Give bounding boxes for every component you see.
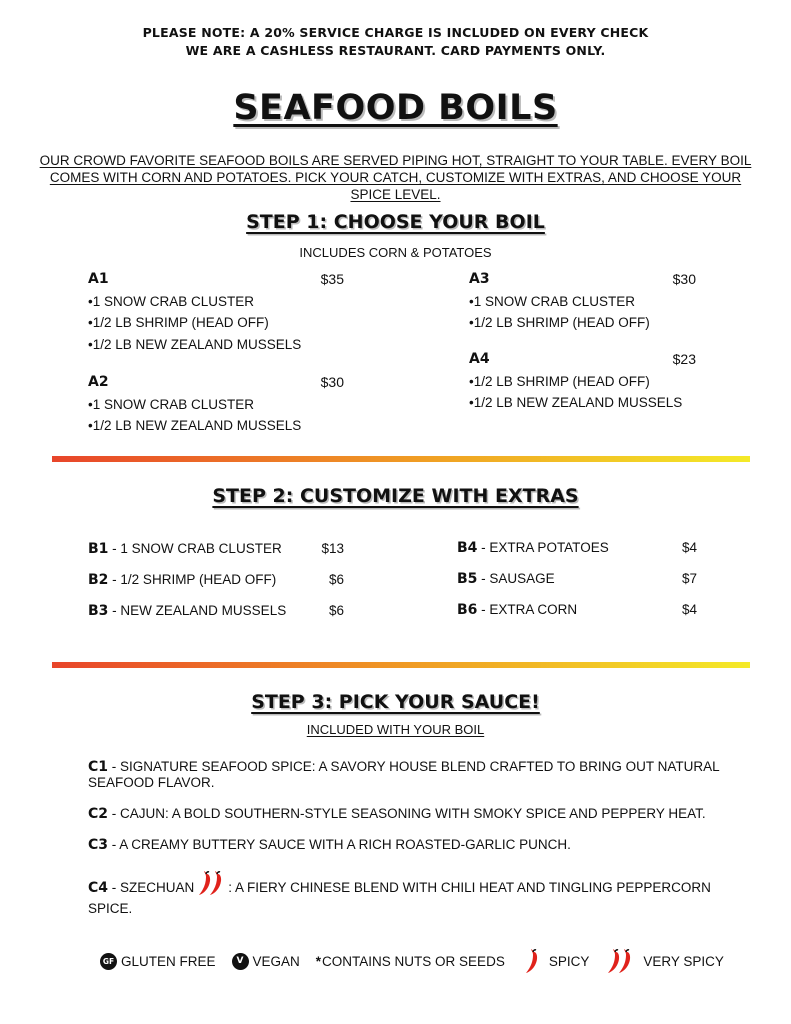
sauce-code: C2 [88, 806, 109, 822]
extra-b3 [88, 603, 344, 619]
boil-item: •1/2 LB NEW ZEALAND MUSSELS [88, 418, 302, 433]
legend-label: GLUTEN FREE [121, 953, 216, 969]
step3-subtitle: INCLUDED WITH YOUR BOIL [306, 722, 485, 737]
step3-heading [0, 691, 791, 713]
step1-heading-text: STEP 1: CHOOSE YOUR BOIL [246, 211, 545, 233]
legend-label: SPICY [548, 953, 590, 969]
legend-label: VERY SPICY [643, 953, 724, 969]
boil-a3 [469, 269, 696, 334]
sauce-name: - SZECHUAN [108, 880, 195, 895]
gluten-free-badge-icon: GF [100, 953, 117, 970]
intro-text: OUR CROWD FAVORITE SEAFOOD BOILS ARE SERVED PIPING HOT, STRAIGHT TO YOUR TABLE. EVERY BOIL COMES WITH CORN AND POTATOES. PICK YOUR CATCH, CUSTOMIZE WITH EXTRAS, AND CHOOSE YOUR SPICE LEVEL. [39, 153, 752, 202]
boil-a4 [469, 349, 696, 414]
extra-code: B6 [457, 602, 478, 618]
step1-heading [0, 211, 791, 233]
vegan-badge-icon: V [232, 953, 249, 970]
boil-item: •1/2 LB SHRIMP (HEAD OFF) [88, 315, 269, 330]
extra-price: $4 [681, 602, 697, 617]
boil-price: $23 [672, 351, 696, 367]
extra-price: $6 [328, 572, 344, 587]
extra-label: - EXTRA POTATOES [477, 540, 609, 555]
sauce-description: - SIGNATURE SEAFOOD SPICE: A SAVORY HOUSE BLEND CRAFTED TO BRING OUT NATURAL SEAFOOD FLAVOR. [88, 759, 720, 790]
sauce-c3 [88, 837, 728, 853]
boil-price: $30 [672, 271, 696, 287]
gradient-divider [52, 456, 750, 462]
extra-b5 [457, 571, 697, 587]
boil-item: •1/2 LB SHRIMP (HEAD OFF) [469, 315, 650, 330]
legend-label: VEGAN [252, 953, 300, 969]
dietary-legend [100, 948, 740, 974]
very-spicy-icon [196, 868, 226, 901]
step1-subtitle: INCLUDES CORN & POTATOES [299, 245, 492, 260]
extra-b4 [457, 540, 697, 556]
boil-item: •1/2 LB SHRIMP (HEAD OFF) [469, 373, 650, 389]
legend-gluten-free [100, 953, 216, 970]
extra-b2 [88, 572, 344, 588]
extra-label: - 1 SNOW CRAB CLUSTER [108, 541, 282, 556]
service-charge-notice: PLEASE NOTE: A 20% SERVICE CHARGE IS INCLUDED ON EVERY CHECK [142, 25, 649, 40]
boil-code: A4 [469, 351, 490, 367]
boil-price: $35 [320, 271, 344, 287]
legend-very-spicy [605, 946, 724, 976]
boil-a2 [88, 372, 344, 437]
extra-code: B1 [88, 541, 109, 557]
step3-heading-text: STEP 3: PICK YOUR SAUCE! [251, 691, 540, 713]
sauce-description: - CAJUN: A BOLD SOUTHERN-STYLE SEASONING WITH SMOKY SPICE AND PEPPERY HEAT. [108, 806, 706, 821]
extra-code: B2 [88, 572, 109, 588]
extra-code: B5 [457, 571, 478, 587]
extra-price: $7 [681, 571, 697, 586]
step2-heading [0, 485, 791, 507]
boil-item: •1 SNOW CRAB CLUSTER [469, 293, 636, 309]
extra-b1 [88, 541, 344, 557]
extra-label: - SAUSAGE [477, 571, 555, 586]
page-title [0, 88, 791, 128]
sauce-code: C1 [88, 759, 109, 775]
page-title-text: SEAFOOD BOILS [233, 88, 558, 128]
boil-code: A1 [88, 271, 109, 287]
extra-label: - NEW ZEALAND MUSSELS [108, 603, 287, 618]
boil-code: A2 [88, 374, 109, 390]
sauce-code: C3 [88, 837, 109, 853]
asterisk-icon: * [315, 953, 322, 969]
legend-spicy [521, 946, 590, 976]
boil-item: •1 SNOW CRAB CLUSTER [88, 396, 255, 412]
extra-b6 [457, 602, 697, 618]
legend-vegan [232, 953, 300, 970]
legend-label: CONTAINS NUTS OR SEEDS [322, 953, 505, 969]
extra-code: B3 [88, 603, 109, 619]
step2-heading-text: STEP 2: CUSTOMIZE WITH EXTRAS [212, 485, 579, 507]
sauce-c4 [88, 868, 748, 916]
sauce-c1 [88, 759, 728, 790]
legend-nuts [316, 954, 505, 969]
boil-item: •1/2 LB NEW ZEALAND MUSSELS [469, 395, 683, 410]
cashless-notice: WE ARE A CASHLESS RESTAURANT. CARD PAYMENTS ONLY. [185, 43, 606, 58]
sauce-description: : A FIERY CHINESE BLEND WITH CHILI HEAT AND TINGLING PEPPERCORN SPICE. [88, 880, 711, 916]
extra-label: - 1/2 SHRIMP (HEAD OFF) [108, 572, 277, 587]
extra-price: $4 [681, 540, 697, 555]
boil-a1 [88, 269, 344, 355]
extra-price: $13 [321, 541, 344, 556]
chili-pepper-icon [521, 946, 541, 976]
sauce-description: - A CREAMY BUTTERY SAUCE WITH A RICH ROASTED-GARLIC PUNCH. [108, 837, 571, 852]
gradient-divider [52, 662, 750, 668]
sauce-code: C4 [88, 880, 109, 896]
extra-code: B4 [457, 540, 478, 556]
sauce-c2 [88, 806, 728, 822]
boil-item: •1/2 LB NEW ZEALAND MUSSELS [88, 336, 302, 352]
boil-item: •1 SNOW CRAB CLUSTER [88, 293, 255, 309]
extra-price: $6 [328, 603, 344, 618]
extra-label: - EXTRA CORN [477, 602, 578, 617]
boil-price: $30 [320, 374, 344, 390]
boil-code: A3 [469, 271, 490, 287]
double-chili-pepper-icon [605, 946, 635, 976]
